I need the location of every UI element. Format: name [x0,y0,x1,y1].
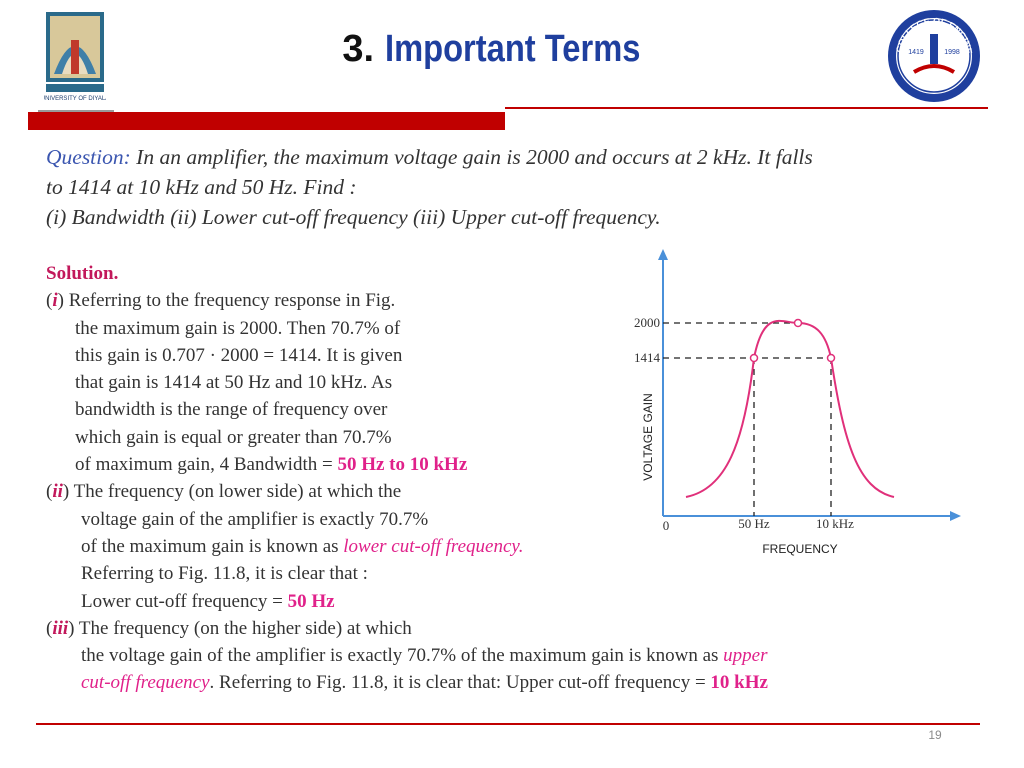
header-bar-thick [28,112,505,130]
university-logo-caption: UNIVERSITY OF DIYALA [44,96,106,102]
lower-cutoff-term: lower cut-off frequency. [343,535,524,557]
footer-line [36,723,980,725]
part-iii-text-1: The frequency (on the higher side) at which [78,617,412,639]
lower-cutoff-answer: 50 Hz [287,590,335,612]
frequency-response-chart [618,244,968,564]
question-text-1: In an amplifier, the maximum voltage gain is 2000 and occurs at 2 kHz. It falls [136,145,813,169]
upper-cutoff-term-b: cut-off frequency [81,672,210,694]
part-ii-text-1: The frequency (on lower side) at which the [73,481,402,503]
college-logo-year-right: 1998 [944,49,960,56]
upper-cutoff-answer: 10 kHz [710,672,768,694]
part-iii-marker: iii [52,617,69,639]
part-ii-line-5 [46,588,926,615]
title-text: Important Terms [384,28,641,70]
part-i-line-3: this gain is 0.707 · 2000 = 1414. It is given [75,344,403,366]
x-tick-10khz: 10 kHz [816,516,854,531]
response-curve [686,321,894,497]
college-logo-text: COLLEGE OF ENGINE [894,15,975,55]
title-number: 3. [342,28,375,70]
question-line-1 [46,142,996,172]
point-50hz [751,355,758,362]
point-peak [795,320,802,327]
question-line-2: to 1414 at 10 kHz and 50 Hz. Find : [46,175,357,199]
part-i-line-6: which gain is equal or greater than 70.7% [75,426,392,448]
bandwidth-answer: 50 Hz to 10 kHz [337,454,468,476]
part-ii-text-5: Lower cut-off frequency = [81,590,283,612]
part-ii-line-4: Referring to Fig. 11.8, it is clear that : [81,563,368,585]
part-i-text-7: of maximum gain, 4 Bandwidth = [75,454,333,476]
part-i-line-5: bandwidth is the range of frequency over [75,399,388,421]
college-logo-year-left: 1419 [908,49,924,56]
part-ii-marker: ii [52,481,63,503]
chart-svg [618,244,968,564]
part-iii-line-1: (iii) The frequency (on the higher side) at which [46,617,412,639]
upper-cutoff-term-a: upper [723,645,768,667]
question-line-3: (i) Bandwidth (ii) Lower cut-off frequency (iii) Upper cut-off frequency. [46,205,661,229]
question-label: Question: [46,145,131,169]
slide-title [0,28,1024,71]
part-i-text-1: Referring to the frequency response in Fig. [68,290,396,312]
page-number: 19 [928,728,942,742]
part-iii-line-2 [46,642,926,669]
part-iii-text-3: . Referring to Fig. 11.8, it is clear that: Upper cut-off frequency = [209,672,706,694]
part-ii-line-1: (ii) The frequency (on lower side) at which the [46,481,402,503]
y-axis-arrow [658,249,668,260]
y-axis-label: VOLTAGE GAIN [641,393,655,481]
part-i-line-4: that gain is 1414 at 50 Hz and 10 kHz. As [75,372,393,394]
point-10khz [828,355,835,362]
part-i-marker: i [52,290,58,312]
y-tick-1414: 1414 [634,350,660,365]
header-bar-thin [505,107,988,109]
part-iii-text-2: the voltage gain of the amplifier is exactly 70.7% of the maximum gain is known as [81,645,719,667]
part-i-line-1: (i) Referring to the frequency response in Fig. [46,290,396,312]
x-axis-arrow [950,511,961,521]
solution-title: Solution. [46,263,119,284]
part-ii-line-2: voltage gain of the amplifier is exactly 70.7% [81,508,429,530]
part-ii-text-3: of the maximum gain is known as [81,535,339,557]
y-tick-2000: 2000 [634,315,660,330]
x-tick-0: 0 [662,518,670,533]
x-axis-label: FREQUENCY [762,542,838,556]
college-logo [886,8,982,104]
x-tick-50hz: 50 Hz [738,516,770,531]
part-i-line-2: the maximum gain is 2000. Then 70.7% of [75,317,401,339]
question-block [46,142,996,232]
part-iii-line-3 [46,669,926,696]
